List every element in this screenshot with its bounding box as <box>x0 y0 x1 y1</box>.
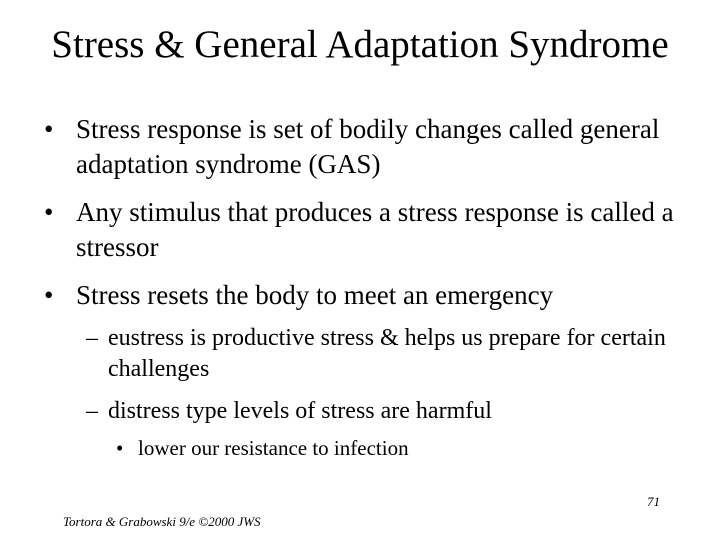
bullet-marker: • <box>44 197 54 227</box>
bullet-text: Any stimulus that produces a stress response is called a stressor <box>76 197 674 262</box>
bullet-marker: • <box>44 280 54 310</box>
sub-sub-bullet-text: lower our resistance to infection <box>138 436 409 460</box>
dash-marker: – <box>86 398 98 424</box>
bullet-item <box>44 112 690 182</box>
sub-bullet-text: eustress is productive stress & helps us prepare for certain challenges <box>108 325 666 382</box>
sub-sub-bullet-item <box>116 434 676 462</box>
bullet-text: Stress resets the body to meet an emergency <box>76 280 554 310</box>
footer-citation: Tortora & Grabowski 9/e ©2000 JWS <box>63 514 261 529</box>
page-number: 71 <box>647 494 660 509</box>
slide-title: Stress & General Adaptation Syndrome <box>51 23 669 66</box>
bullet-marker: • <box>44 114 54 144</box>
bullet-text: Stress response is set of bodily changes called general adaptation syndrome (GAS) <box>76 114 660 179</box>
bullet-marker: • <box>116 436 124 460</box>
sub-bullet-item <box>86 396 706 427</box>
sub-bullet-item <box>86 323 706 385</box>
sub-bullet-text: distress type levels of stress are harmful <box>108 398 492 424</box>
dash-marker: – <box>86 325 98 351</box>
bullet-item <box>44 195 690 265</box>
bullet-item <box>44 278 690 313</box>
